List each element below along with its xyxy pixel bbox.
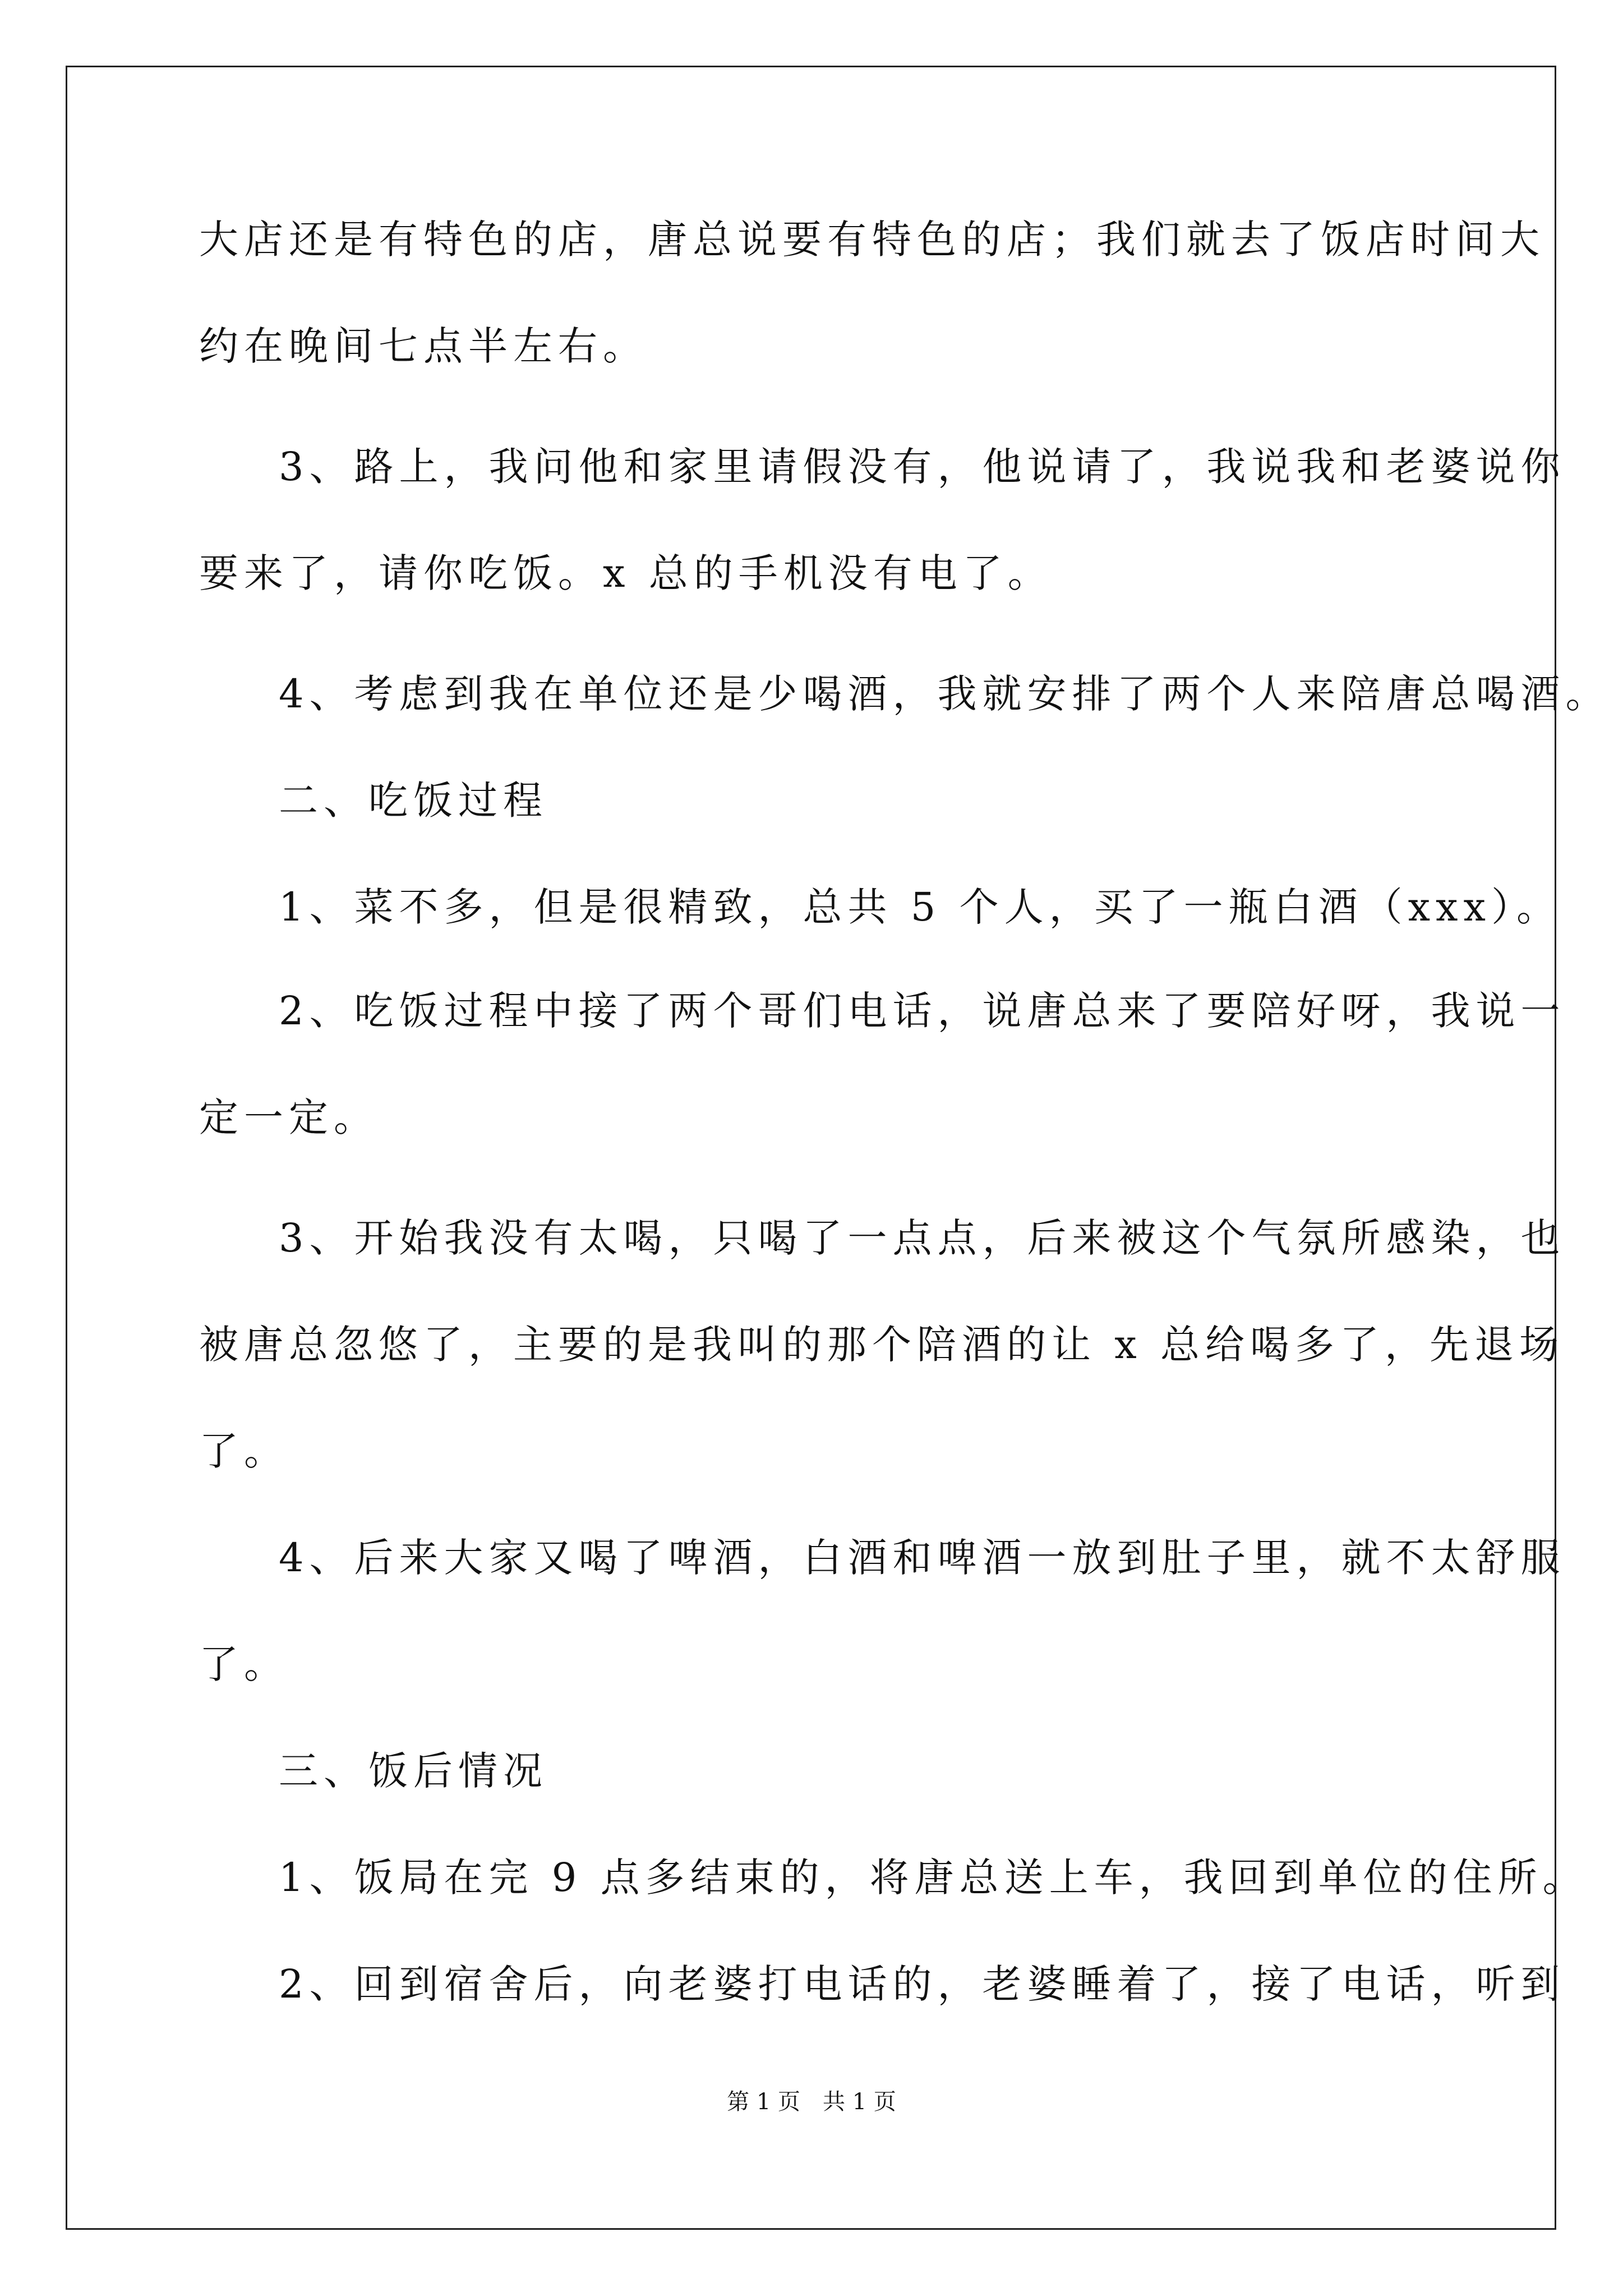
section-heading: 三、饭后情况: [279, 1748, 548, 1794]
text-line: 4、后来大家又喝了啤酒，白酒和啤酒一放到肚子里，就不太舒服: [279, 1535, 1566, 1581]
text-line: 2、吃饭过程中接了两个哥们电话，说唐总来了要陪好呀，我说一: [279, 988, 1566, 1034]
text-line: 4、考虑到我在单位还是少喝酒，我就安排了两个人来陪唐总喝酒。: [279, 671, 1611, 717]
text-line: 被唐总忽悠了，主要的是我叫的那个陪酒的让 x 总给喝多了，先退场: [199, 1322, 1564, 1368]
text-line: 要来了，请你吃饭。x 总的手机没有电了。: [199, 550, 1053, 596]
text-line: 约在晚间七点半左右。: [199, 323, 648, 369]
text-line: 3、路上，我问他和家里请假没有，他说请了，我说我和老婆说你: [279, 444, 1566, 490]
text-line: 2、回到宿舍后，向老婆打电话的，老婆睡着了，接了电话，听到: [279, 1961, 1566, 2007]
text-line: 1、菜不多，但是很精致，总共 5 个人，买了一瓶白酒（xxx）。: [279, 884, 1562, 930]
text-line: 大店还是有特色的店，唐总说要有特色的店；我们就去了饭店时间大: [199, 217, 1545, 263]
text-line: 了。: [199, 1641, 289, 1687]
section-heading: 二、吃饭过程: [279, 777, 548, 823]
text-line: 了。: [199, 1428, 289, 1474]
text-line: 1、饭局在完 9 点多结束的，将唐总送上车，我回到单位的住所。: [279, 1855, 1588, 1901]
page-border: [66, 66, 1556, 2230]
text-line: 定一定。: [199, 1094, 379, 1140]
text-line: 3、开始我没有太喝，只喝了一点点，后来被这个气氛所感染，也: [279, 1215, 1566, 1261]
page-footer: 第 1 页 共 1 页: [727, 2089, 896, 2115]
